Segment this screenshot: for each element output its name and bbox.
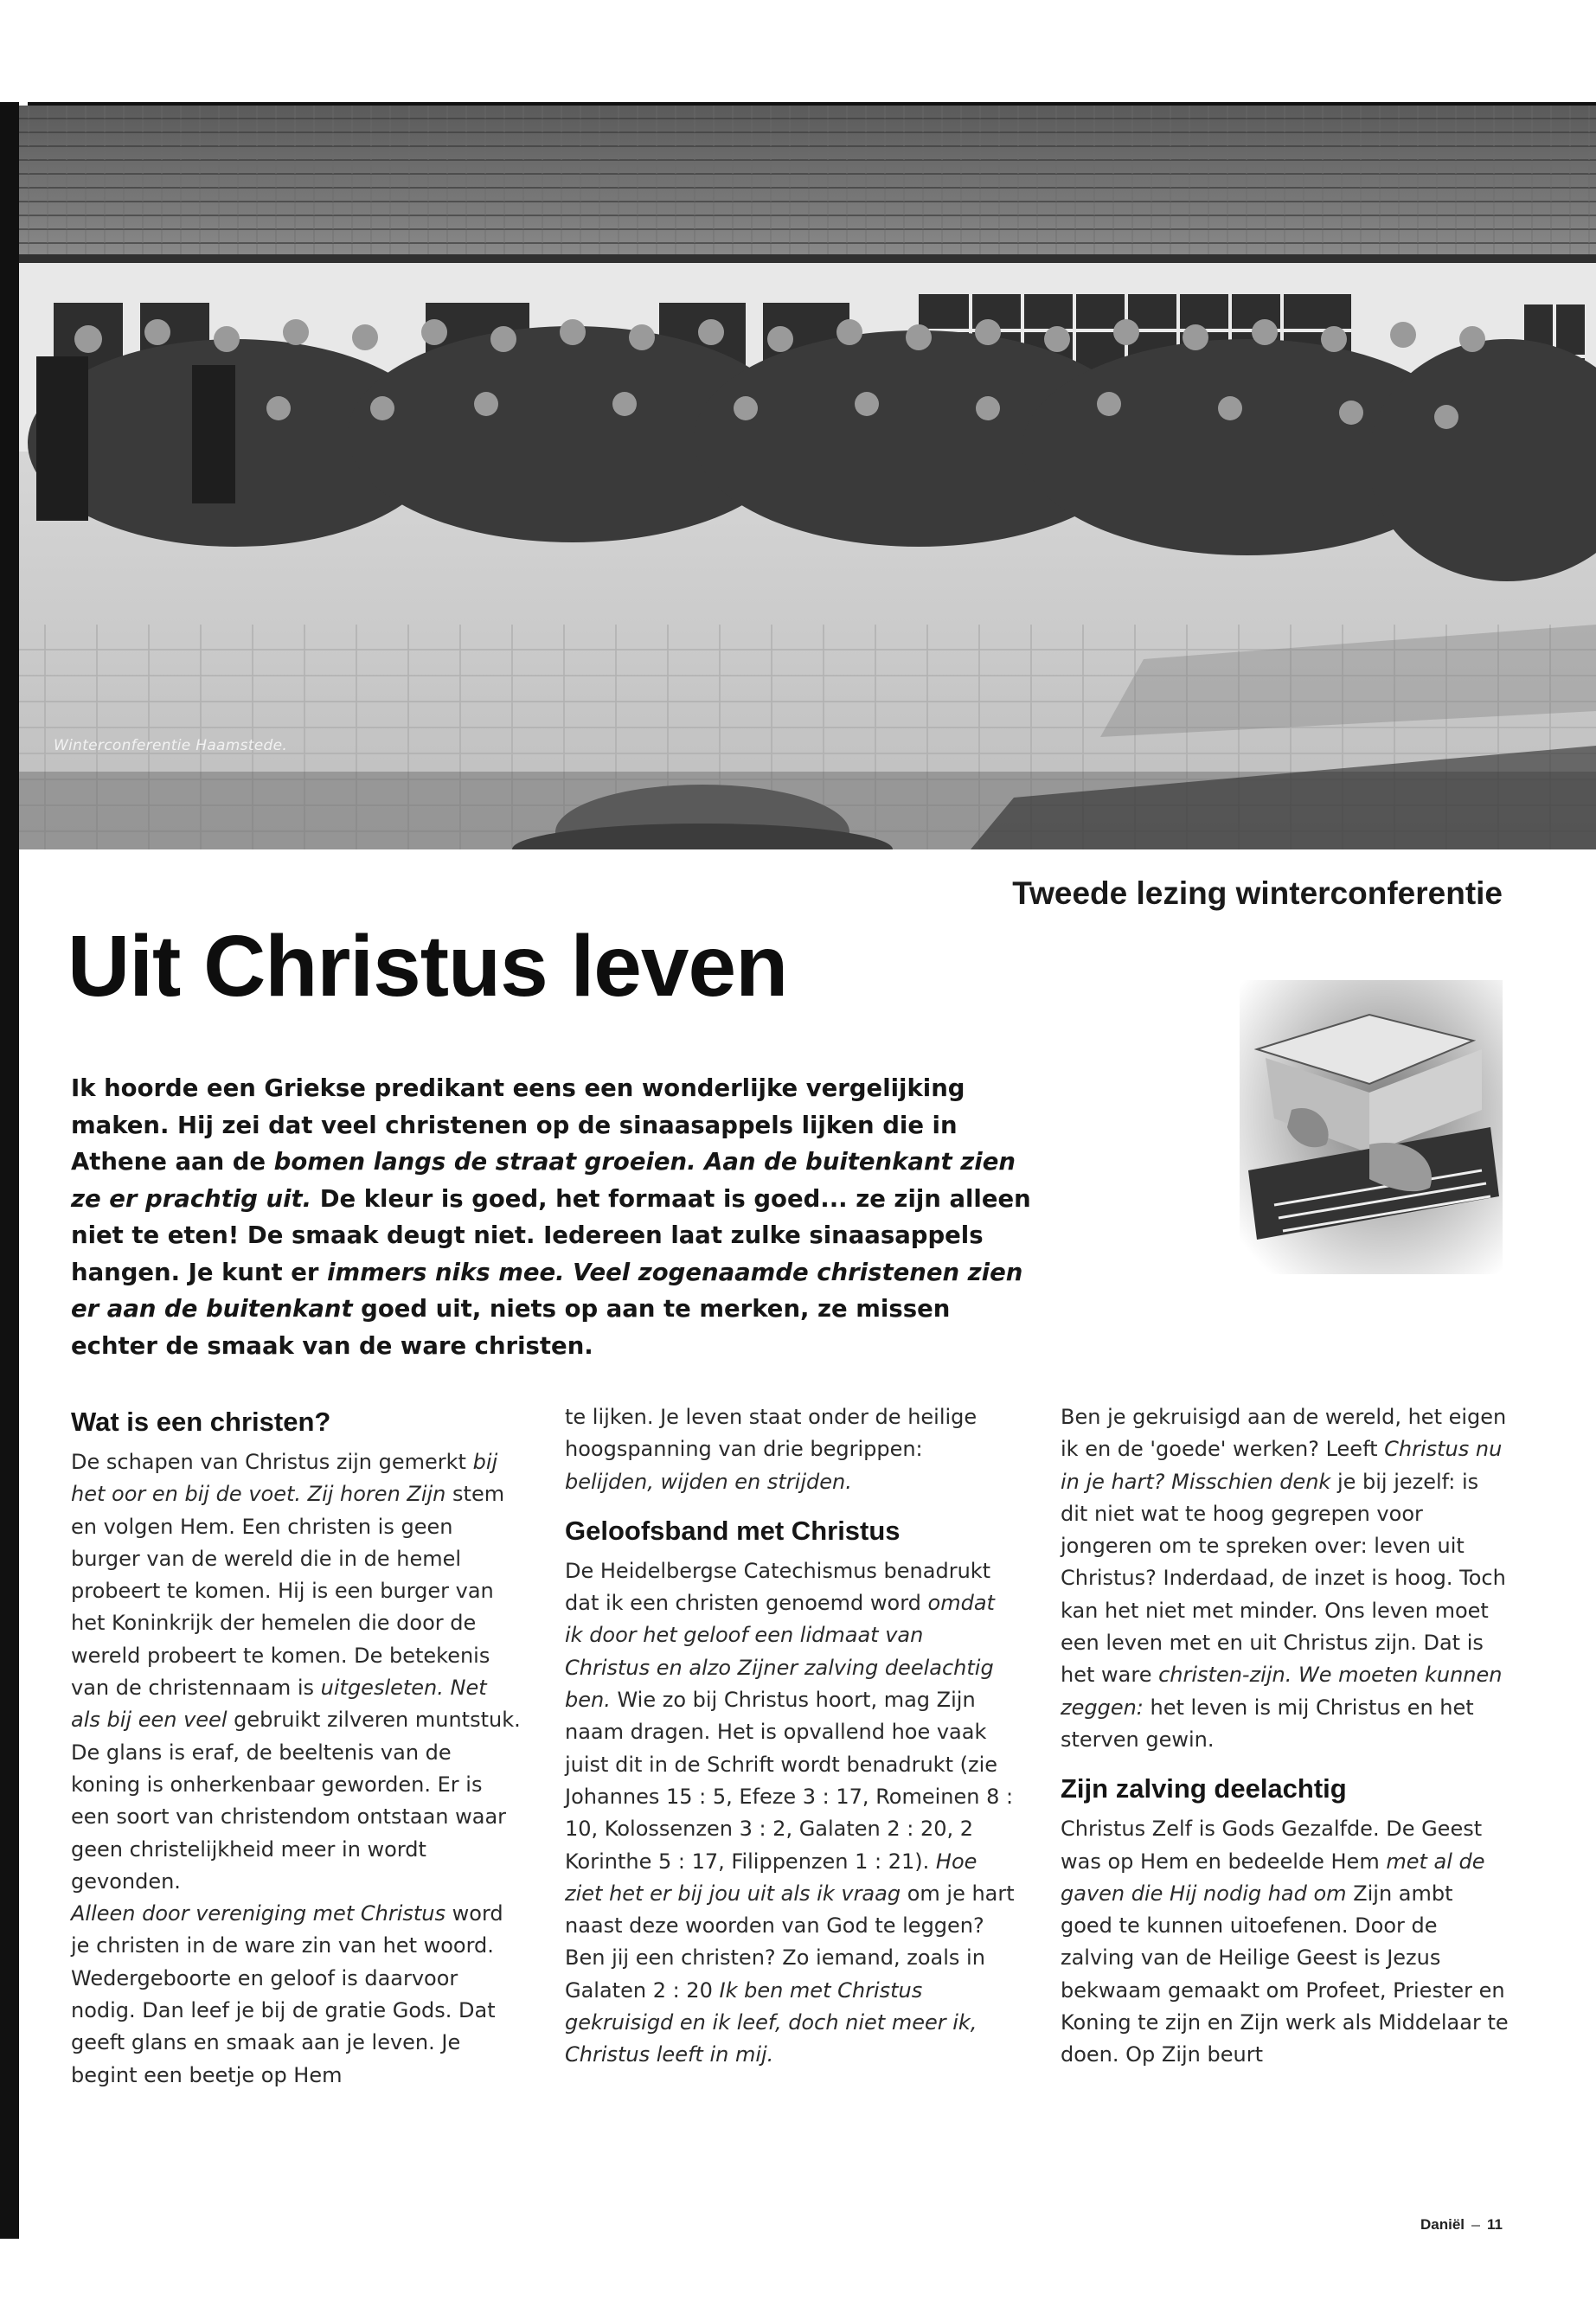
text-run: je bij jezelf: is dit niet wat te hoog gegrepen voor jongeren om te spreken over: leven uit Christus? Inderdaad, de inzet is hoog. Toch kan het niet met minder. Ons leven moet een leven met en uit Christus zijn. Dat is het ware xyxy=(1061,1469,1506,1688)
italic-text: uitgesleten. Net als bij een veel xyxy=(71,1676,487,1733)
text-run: om je hart naast deze woorden van God te leggen? Ben jij een christen? Zo iemand, zoals in Galaten 2 : 20 xyxy=(565,1881,1015,2003)
section-heading: Zijn zalving deelachtig xyxy=(1061,1773,1347,1804)
article-title: Uit Christus leven xyxy=(67,918,788,1015)
text-run: Ik hoorde een Griekse predikant eens een wonderlijke vergelijking maken. Hij zei dat veel christenen op de sinaasappels lijken die in Athene aan de xyxy=(71,1074,965,1176)
section-spacer xyxy=(1061,1756,1510,1768)
text-run: Zijn ambt goed te kunnen uitoefenen. Door de zalving van de Heilige Geest is Jezus bekwaam gemaakt om Profeet, Priester en Koning te zijn en Zijn werk als Middelaar te doen. Op Zijn beurt xyxy=(1061,1881,1509,2067)
italic-text: belijden, wijden en strijden. xyxy=(565,1469,852,1494)
italic-text: bomen langs de straat groeien. Aan de buitenkant zien ze er prachtig uit. xyxy=(71,1148,1016,1213)
article-intro xyxy=(71,1070,1040,1364)
italic-text: Alleen door vereniging met Christus xyxy=(71,1901,445,1926)
text-column-1 xyxy=(71,1401,521,2092)
italic-text: immers niks mee. Veel zogenaamde christenen zien er aan de buitenkant xyxy=(71,1258,1023,1323)
italic-text: christen-zijn. We moeten kunnen zeggen: xyxy=(1061,1663,1503,1720)
bible-piano-photo xyxy=(1240,980,1503,1274)
italic-text: omdat ik door het geloof een lidmaat van Christus en alzo Zijner zalving deelachtig ben. xyxy=(565,1591,995,1713)
text-column-2 xyxy=(565,1401,1015,2072)
article-kicker: Tweede lezing winterconferentie xyxy=(1012,875,1503,911)
italic-text: Ik ben met Christus gekruisigd en ik leef, doch niet meer ik, Christus leeft in mij. xyxy=(565,1977,977,2067)
paragraph xyxy=(71,1446,521,1898)
paragraph xyxy=(1061,1813,1510,2071)
paragraph xyxy=(565,1555,1015,2072)
paragraph xyxy=(565,1401,1015,1498)
italic-text: Hoe ziet het er bij jou uit als ik vraag xyxy=(565,1849,977,1906)
text-run: De kleur is goed, het formaat is goed... ze zijn alleen niet te eten! De smaak deugt niet. Iedereen laat zulke sinaasappels hangen. Je kunt er xyxy=(71,1184,1031,1286)
page-footer xyxy=(1420,2216,1503,2234)
section-heading: Geloofsband met Christus xyxy=(565,1515,901,1546)
photo-caption: Winterconferentie Haamstede. xyxy=(54,737,288,754)
left-edge-bar xyxy=(0,102,19,2239)
section-spacer xyxy=(565,1498,1015,1510)
italic-text: met al de gaven die Hij nodig had om xyxy=(1061,1849,1485,1906)
paragraph xyxy=(71,1898,521,2092)
text-run: Wie zo bij Christus hoort, mag Zijn naam dragen. Het is opvallend hoe vaak juist dit in de Schrift wordt benadrukt (zie Johannes 15 : 5, Efeze 3 : 17, Romeinen 8 : 10, Kolossenzen 3 : 2, Galaten 2 : 20, 2 Korinthe 5 : 17, Filippenzen 1 : 21). xyxy=(565,1688,1014,1874)
text-run: Christus Zelf is Gods Gezalfde. De Geest was op Hem en bedeelde Hem xyxy=(1061,1817,1483,1874)
text-column-3 xyxy=(1061,1401,1510,2072)
text-run: het leven is mij Christus en het sterven gewin. xyxy=(1061,1695,1474,1752)
section-heading: Wat is een christen? xyxy=(71,1407,331,1437)
footer-separator xyxy=(1471,2225,1480,2227)
text-run: te lijken. Je leven staat onder de heilige hoogspanning van drie begrippen: xyxy=(565,1405,977,1462)
text-run: stem en volgen Hem. Een christen is geen burger van de wereld die in de hemel probeert te komen. Hij is een burger van het Koninkrijk der hemelen die door de wereld probeert te komen. De betekenis van de christennaam is xyxy=(71,1482,505,1701)
magazine-name: Daniël xyxy=(1420,2216,1465,2233)
text-run: Ben je gekruisigd aan de wereld, het eigen ik en de 'goede' werken? Leeft xyxy=(1061,1405,1507,1462)
text-run: De Heidelbergse Catechismus benadrukt dat ik een christen genoemd word xyxy=(565,1558,991,1616)
text-run: gebruikt zilveren muntstuk. De glans is eraf, de beeltenis van de koning is onherkenbaar geworden. Er is een soort van christendom ontstaan waar geen christelijkheid meer in wordt gevonden. xyxy=(71,1708,521,1894)
paragraph xyxy=(1061,1401,1510,1756)
italic-text: Christus nu in je hart? Misschien denk xyxy=(1061,1437,1503,1494)
page-number: 11 xyxy=(1487,2216,1503,2233)
italic-text: bij het oor en bij de voet. Zij horen Zijn xyxy=(71,1450,498,1507)
text-run: De schapen van Christus zijn gemerkt xyxy=(71,1450,473,1474)
text-run: goed uit, niets op aan te merken, ze missen echter de smaak van de ware christen. xyxy=(71,1295,951,1360)
text-run: word je christen in de ware zin van het woord. Wedergeboorte en geloof is daarvoor nodig. Dan leef je bij de gratie Gods. Dat geeft glans en smaak aan je leven. Je begint een beetje op Hem xyxy=(71,1901,503,2087)
